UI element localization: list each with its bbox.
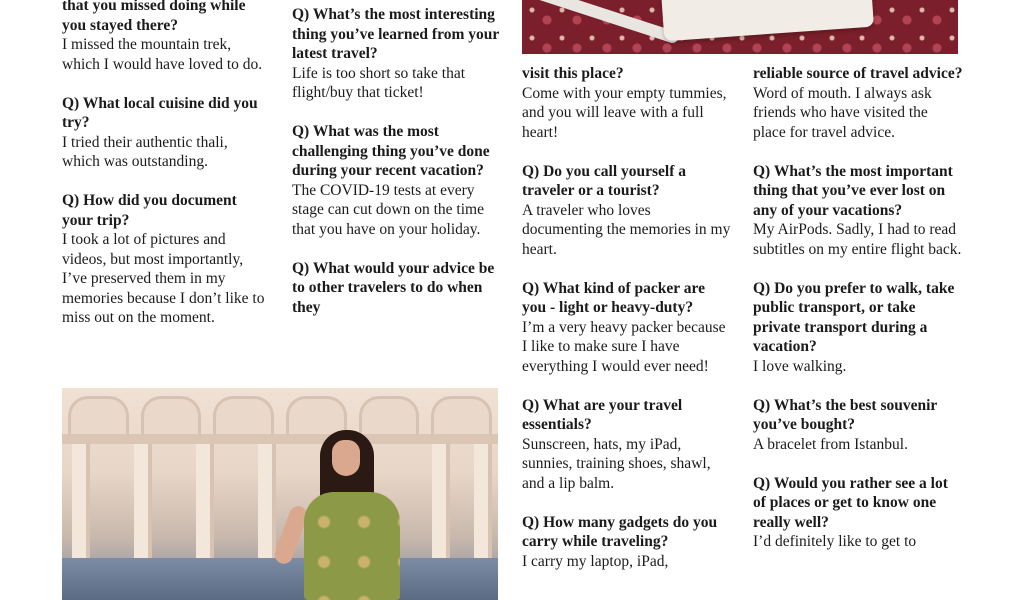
qa-item [753,162,963,260]
question: Q) What’s the most important thing that you’ve ever lost on any of your vacations? [753,162,953,219]
arch [141,396,202,434]
answer: I missed the mountain trek, which I would have loved to do. [62,36,263,73]
question: Q) How many gadgets do you carry while traveling? [522,513,718,550]
portrait-photo [62,388,498,600]
arches [62,396,498,434]
question: Q) What was the most challenging thing you’ve done during your recent vacation? [292,123,490,179]
beam [62,434,498,444]
arch [68,396,129,434]
arch [286,396,347,434]
answer: A traveler who loves documenting the memories in my heart. [522,201,731,258]
arch [213,396,274,434]
question: Q) Would you rather see a lot of places or get to know one really well? [753,474,948,531]
question: reliable source of travel advice? [753,65,963,82]
qa-item [292,5,502,103]
arch [359,396,420,434]
qa-item [522,279,732,377]
qa-item [522,513,732,572]
column-1 [62,0,267,347]
qa-item [753,474,963,552]
answer: Word of mouth. I always ask friends who have visited the place for travel advice. [753,84,932,141]
qa-item [522,64,732,142]
arch [431,396,492,434]
qa-item [62,94,267,172]
question: Q) What are your travel essentials? [522,396,683,433]
answer: The COVID-19 tests at every stage can cut down on the time that you have on your holiday. [292,181,484,238]
dress [304,492,400,600]
qa-item [522,396,732,494]
qa-item [753,279,963,377]
question: visit this place? [522,65,624,82]
qa-item [62,191,267,328]
question: Q) Do you prefer to walk, take public transport, or take private transport during a vacation? [753,279,955,355]
column-4 [753,64,963,571]
answer: I’d definitely like to get to [753,533,917,550]
qa-item [292,122,502,239]
food-photo [522,0,958,54]
question: that you missed doing while you stayed there? [62,0,246,34]
answer: I love walking. [753,357,847,375]
qa-item [62,0,267,74]
question: Q) How did you document your trip? [62,192,237,229]
qa-item [753,396,963,455]
column-2 [292,5,502,337]
question: Q) What local cuisine did you try? [62,94,258,131]
answer: I’m a very heavy packer because I like to make sure I have everything I would ever need! [522,318,726,375]
answer: Life is too short so take that flight/buy that ticket! [292,64,466,101]
woman-figure [290,430,410,600]
water [62,558,498,600]
answer: Sunscreen, hats, my iPad, sunnies, training shoes, shawl, and a lip balm. [522,435,711,492]
question: Q) What would your advice be to other travelers to do when they [292,259,495,316]
question: Q) Do you call yourself a traveler or a tourist? [522,162,687,199]
column-3 [522,64,732,591]
answer: Come with your empty tummies, and you will leave with a full heart! [522,84,727,141]
question: Q) What kind of packer are you - light or heavy-duty? [522,279,706,316]
answer: I took a lot of pictures and videos, but most importantly, I’ve preserved them in my memories because I don’t like to miss out on the moment. [62,231,265,326]
answer: I tried their authentic thali, which was outstanding. [62,133,228,170]
qa-item [292,259,502,318]
answer: My AirPods. Sadly, I had to read subtitles on my entire flight back. [753,221,962,258]
qa-item [753,64,963,142]
face [332,440,360,476]
question: Q) What’s the most interesting thing you’ve learned from your latest travel? [292,6,499,62]
answer: I carry my laptop, iPad, [522,552,669,570]
question: Q) What’s the best souvenir you’ve bought? [753,396,938,433]
answer: A bracelet from Istanbul. [753,435,908,453]
qa-item [522,162,732,260]
